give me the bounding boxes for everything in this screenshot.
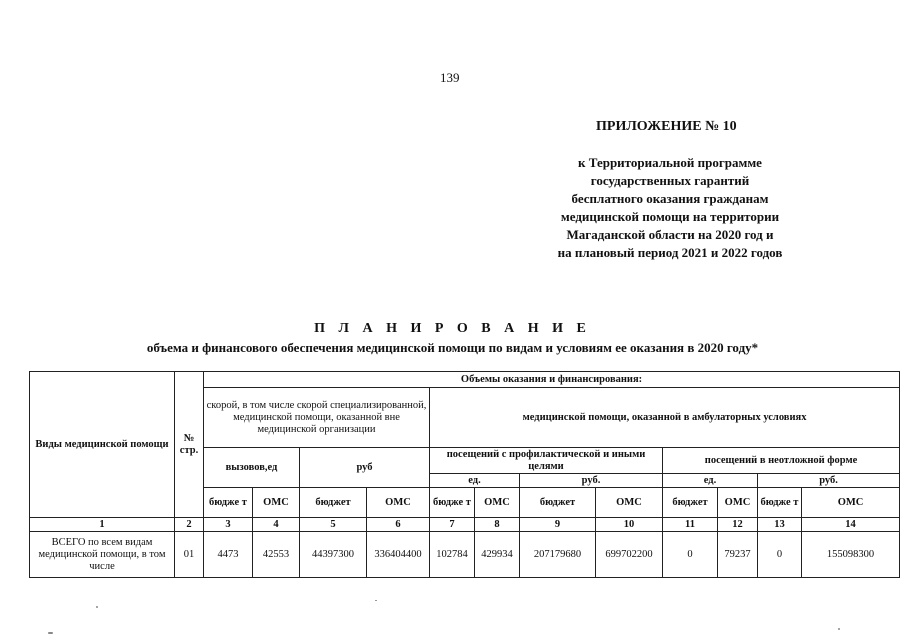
appendix-subtitle-line: государственных гарантий bbox=[590, 173, 750, 188]
appendix-subtitle-line: к Территориальной программе bbox=[578, 155, 762, 170]
table-cell: 0 bbox=[758, 532, 802, 578]
column-number: 8 bbox=[475, 518, 520, 532]
header-calls-rub: руб bbox=[300, 448, 430, 488]
header-row-no: № стр. bbox=[175, 372, 204, 518]
appendix-subtitle-line: бесплатного оказания гражданам bbox=[571, 191, 769, 206]
table-row bbox=[30, 532, 900, 578]
scan-speck bbox=[838, 628, 840, 630]
table-cell: 102784 bbox=[430, 532, 475, 578]
column-number: 1 bbox=[30, 518, 175, 532]
row-number: 01 bbox=[175, 532, 204, 578]
column-number: 9 bbox=[520, 518, 596, 532]
table-cell: 0 bbox=[663, 532, 718, 578]
header-volumes: Объемы оказания и финансирования: bbox=[204, 372, 900, 388]
column-number: 14 bbox=[802, 518, 900, 532]
table-cell: 336404400 bbox=[367, 532, 430, 578]
subheader-budget: бюджет bbox=[520, 488, 596, 518]
header-calls-units: вызовов,ед bbox=[204, 448, 300, 488]
scan-speck bbox=[96, 606, 98, 608]
subheader-budget: бюджет bbox=[300, 488, 367, 518]
header-urgent: посещений в неотложной форме bbox=[663, 448, 900, 474]
table-cell: 155098300 bbox=[802, 532, 900, 578]
appendix-title: ПРИЛОЖЕНИЕ № 10 bbox=[596, 119, 737, 134]
column-number: 12 bbox=[718, 518, 758, 532]
scan-speck bbox=[48, 632, 53, 634]
table-cell: 79237 bbox=[718, 532, 758, 578]
header-outpatient: медицинской помощи, оказанной в амбулаторных условиях bbox=[430, 388, 900, 448]
header-urgent-rub: руб. bbox=[758, 474, 900, 488]
subheader-oms: ОМС bbox=[718, 488, 758, 518]
page-number: 139 bbox=[440, 70, 460, 85]
subheader-budget: бюдже т bbox=[430, 488, 475, 518]
table-cell: 699702200 bbox=[596, 532, 663, 578]
table-cell: 44397300 bbox=[300, 532, 367, 578]
header-emergency: скорой, в том числе скорой специализированной, медицинской помощи, оказанной вне медицинской организации bbox=[204, 388, 430, 448]
column-number: 6 bbox=[367, 518, 430, 532]
table-cell: 4473 bbox=[204, 532, 253, 578]
document-subtitle: объема и финансового обеспечения медицинской помощи по видам и условиям ее оказания в 2020 году* bbox=[146, 340, 759, 355]
header-prophylactic: посещений с профилактической и иными целями bbox=[430, 448, 663, 474]
scan-speck bbox=[375, 600, 377, 601]
planning-table bbox=[29, 371, 900, 578]
row-name: ВСЕГО по всем видам медицинской помощи, в том числе bbox=[30, 532, 175, 578]
column-number: 7 bbox=[430, 518, 475, 532]
table-cell: 207179680 bbox=[520, 532, 596, 578]
header-prophylactic-rub: руб. bbox=[520, 474, 663, 488]
table-cell: 429934 bbox=[475, 532, 520, 578]
appendix-subtitle-line: медицинской помощи на территории bbox=[560, 209, 780, 224]
subheader-oms: ОМС bbox=[475, 488, 520, 518]
appendix-subtitle-line: на плановый период 2021 и 2022 годов bbox=[557, 245, 783, 260]
table-cell: 42553 bbox=[253, 532, 300, 578]
header-prophylactic-units: ед. bbox=[430, 474, 520, 488]
subheader-oms: ОМС bbox=[596, 488, 663, 518]
header-types: Виды медицинской помощи bbox=[30, 372, 175, 518]
subheader-budget: бюдже т bbox=[204, 488, 253, 518]
appendix-subtitle-line: Магаданской области на 2020 год и bbox=[566, 227, 774, 242]
subheader-oms: ОМС bbox=[367, 488, 430, 518]
subheader-oms: ОМС bbox=[802, 488, 900, 518]
column-number: 2 bbox=[175, 518, 204, 532]
subheader-oms: ОМС bbox=[253, 488, 300, 518]
appendix-subtitle bbox=[520, 154, 820, 262]
column-number: 10 bbox=[596, 518, 663, 532]
column-number: 3 bbox=[204, 518, 253, 532]
column-number: 5 bbox=[300, 518, 367, 532]
column-number: 13 bbox=[758, 518, 802, 532]
column-number: 11 bbox=[663, 518, 718, 532]
header-urgent-units: ед. bbox=[663, 474, 758, 488]
subheader-budget: бюджет bbox=[663, 488, 718, 518]
subheader-budget: бюдже т bbox=[758, 488, 802, 518]
document-title: П Л А Н И Р О В А Н И Е bbox=[314, 321, 591, 336]
column-number: 4 bbox=[253, 518, 300, 532]
